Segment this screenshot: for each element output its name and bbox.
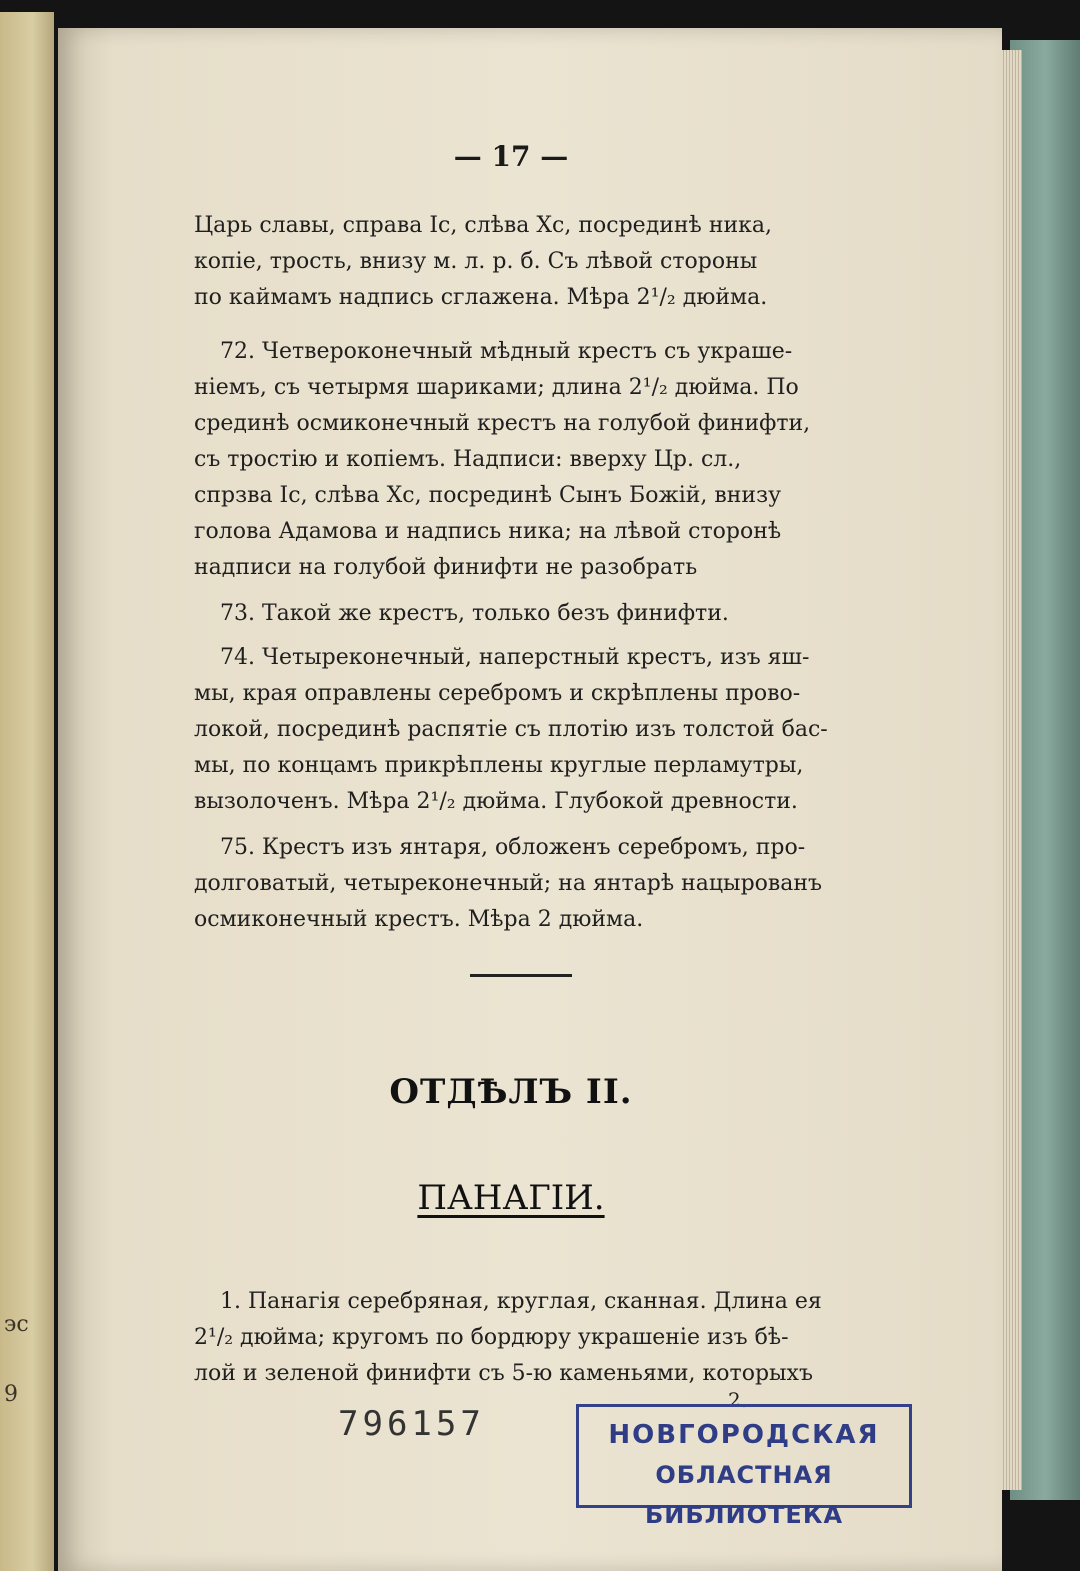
section-divider xyxy=(470,974,572,977)
text-line: срединѣ осмиконечный крестъ на голубой финифти, xyxy=(194,411,811,436)
text-line: 75. Крестъ изъ янтаря, обложенъ серебромъ, про- xyxy=(220,835,806,860)
item-74 xyxy=(194,640,834,820)
text-line: 74. Четыреконечный, наперстный крестъ, изъ яш- xyxy=(220,645,810,670)
item-75 xyxy=(194,830,834,938)
text-line: надписи на голубой финифти не разобрать xyxy=(194,555,698,580)
text-line: голова Адамова и надпись ника; на лѣвой сторонѣ xyxy=(194,519,782,544)
text-line: долговатый, четыреконечный; на янтарѣ нацырованъ xyxy=(194,871,823,896)
left-page-mark: эс xyxy=(4,1312,29,1337)
text-line: вызолоченъ. Мѣра 2¹/₂ дюйма. Глубокой древности. xyxy=(194,789,798,814)
text-line: Царь славы, справа Іс, слѣва Хс, посрединѣ ника, xyxy=(194,213,773,238)
item-73 xyxy=(194,596,834,632)
section-item-1 xyxy=(194,1284,834,1392)
library-stamp xyxy=(576,1404,912,1529)
text-line: спрзва Іс, слѣва Хс, посрединѣ Сынъ Божій, внизу xyxy=(194,483,782,508)
text-line: по каймамъ надпись сглажена. Мѣра 2¹/₂ дюйма. xyxy=(194,285,768,310)
text-line: 73. Такой же крестъ, только безъ финифти. xyxy=(220,601,729,626)
text-line: съ тростію и копіемъ. Надписи: вверху Цр. сл., xyxy=(194,447,742,472)
stamp-line: НОВГОРОДСКАЯ xyxy=(608,1420,880,1450)
text-line: 72. Четвероконечный мѣдный крестъ съ украше- xyxy=(220,339,793,364)
text-line: 2¹/₂ дюйма; кругомъ по бордюру украшеніе изъ бѣ- xyxy=(194,1325,789,1350)
text-line: осмиконечный крестъ. Мѣра 2 дюйма. xyxy=(194,907,644,932)
section-subtitle: ПАНАГІИ. xyxy=(417,1178,605,1218)
text-line: ніемъ, съ четырмя шариками; длина 2¹/₂ дюйма. По xyxy=(194,375,799,400)
text-line: лой и зеленой финифти съ 5-ю каменьями, которыхъ xyxy=(194,1361,813,1386)
section-title: ОТДѢЛЪ II. xyxy=(389,1072,633,1112)
signature-mark: 2. xyxy=(728,1388,748,1412)
text-line: мы, по концамъ прикрѣплены круглые перламутры, xyxy=(194,753,804,778)
text-line: копіе, трость, внизу м. л. р. б. Съ лѣвой стороны xyxy=(194,249,758,274)
text-line: мы, края оправлены серебромъ и скрѣплены прово- xyxy=(194,681,801,706)
item-72 xyxy=(194,334,834,586)
inventory-number: 796157 xyxy=(338,1404,485,1444)
adjacent-page-edge xyxy=(0,12,54,1571)
stamp-line: ОБЛАСТНАЯ БИБЛИОТЕКА xyxy=(644,1461,844,1529)
text-line: локой, посрединѣ распятіе съ плотію изъ толстой бас- xyxy=(194,717,828,742)
text-line: 1. Панагія серебряная, круглая, сканная. Длина ея xyxy=(220,1289,822,1314)
page-number: — 17 — xyxy=(453,140,569,173)
left-page-mark: 9 xyxy=(4,1382,18,1407)
continuation-paragraph xyxy=(194,208,834,316)
